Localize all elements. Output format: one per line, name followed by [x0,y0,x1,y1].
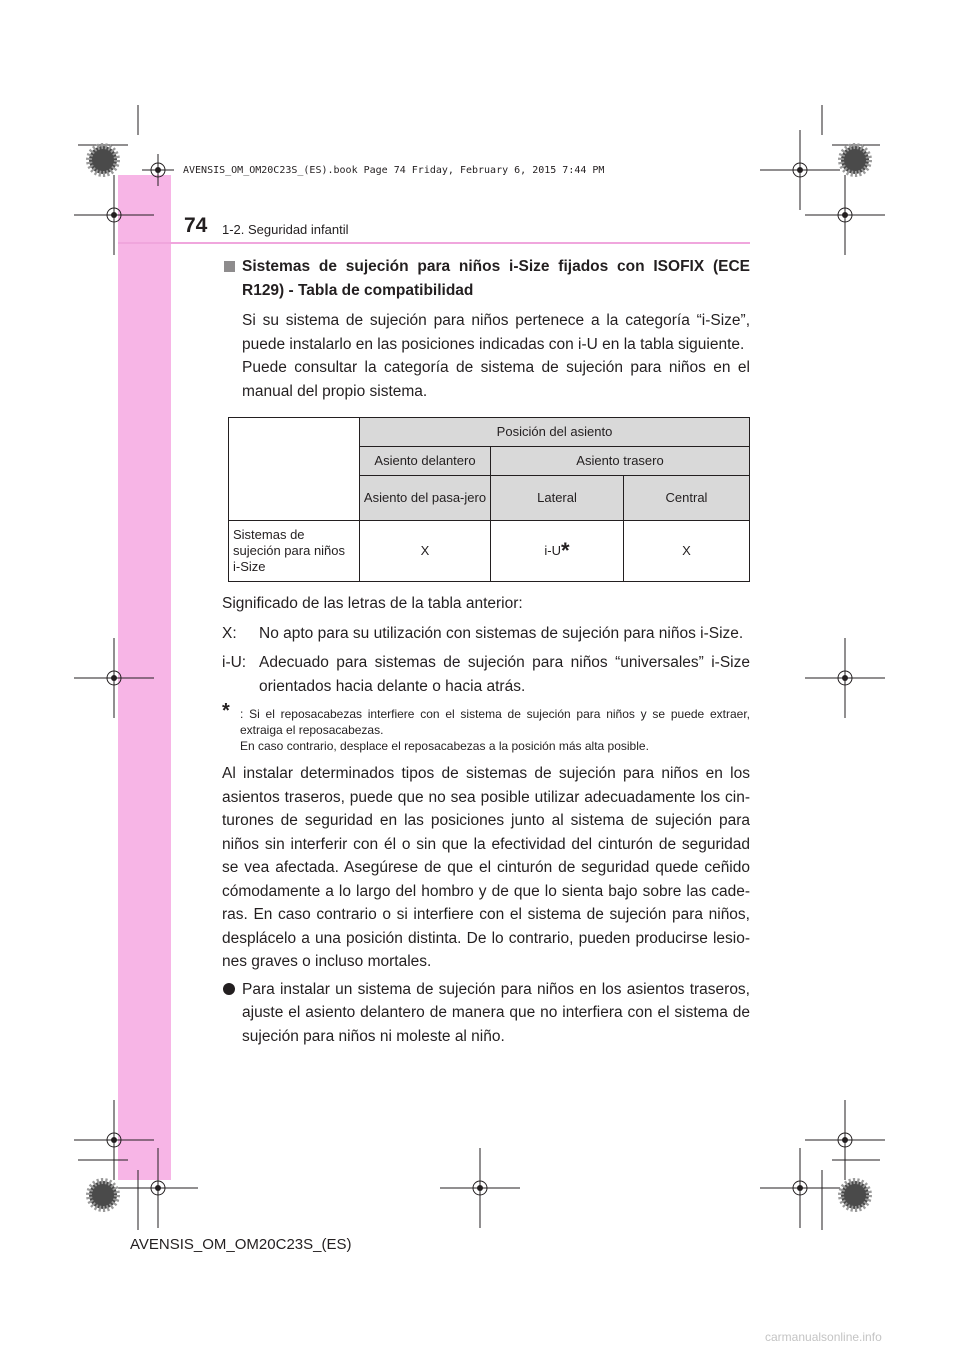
book-file-tag: AVENSIS_OM_OM20C23S_(ES).book Page 74 Friday, February 6, 2015 7:44 PM [183,165,605,176]
lateral-header: Lateral [491,476,624,521]
footnote [222,700,750,754]
table-corner-cell [229,418,360,521]
legend-text: No apto para su utilización con sistemas de sujeción para niños i-Size. [259,624,744,642]
watermark: carmanualsonline.info [765,1330,882,1344]
page-number: 74 [184,214,208,237]
cell-lateral: i-U* [491,521,624,582]
page-content [222,255,750,1048]
legend-key: X: [222,624,237,642]
legend-intro: Significado de las letras de la tabla anterior: [222,595,523,612]
footer-code: AVENSIS_OM_OM20C23S_(ES) [130,1236,352,1253]
legend-item [222,651,750,698]
subsection-heading: Sistemas de sujeción para niños i-Size fijados con ISOFIX (ECE R129) - Tabla de compatibilidad [222,255,750,302]
section-title: 1-2. Seguridad infantil [222,222,349,237]
legend-text: Adecuado para sistemas de sujeción para niños “universales” i-Size orientados hacia delante o hacia atrás. [259,654,750,695]
central-header: Central [624,476,750,521]
footnote-line: : Si el reposacabezas interfiere con el sistema de sujeción para niños y se puede extraer, extraiga el reposacabezas. [240,707,750,737]
square-bullet-icon [224,261,235,272]
compatibility-table [228,417,750,582]
rear-seat-header: Asiento trasero [491,447,750,476]
cell-passenger: X [360,521,491,582]
cell-central: X [624,521,750,582]
seat-position-header: Posición del asiento [360,418,750,447]
asterisk-mark: * [561,538,570,563]
footnote-marker: * [222,700,230,722]
body-paragraph: Al instalar determinados tipos de sistemas de sujeción para niños en los asientos traseros, puede que no sea posible utilizar adecuadamente los cin-turones de seguridad en las posiciones junto al sistema de sujeción para niños sin interferir con él o sin que la efectividad del cinturón de seguridad se vea afectada. Asegúrese de que el cinturón de seguridad quede ceñido cómodamente a lo largo del hombro y de que lo sienta bajo sobre las cade-ras. En caso contrario o si interfiere con el sistema de sujeción para niños, desplácelo a una posición distinta. De lo contrario, pueden producirse lesio-nes graves o incluso mortales. [222,765,750,970]
legend-key: i-U: [222,654,247,671]
bullet-item: Para instalar un sistema de sujeción para niños en los asientos traseros, ajuste el asiento delantero de manera que no interfiera con el sistema de sujeción para niños ni moleste al niño. [222,978,750,1049]
footnote-line: En caso contrario, desplace el reposacabezas a la posición más alta posible. [240,739,649,753]
intro-paragraph: Puede consultar la categoría de sistema de sujeción para niños en el manual del propio sistema. [242,359,750,400]
legend-item [222,622,750,646]
bullet-icon [223,983,235,995]
intro-paragraph: Si su sistema de sujeción para niños pertenece a la categoría “i-Size”, puede instalarlo en las posiciones indicadas con i-U en la tabla siguiente. [242,312,750,353]
passenger-seat-header: Asiento del pasa-jero [360,476,491,521]
front-seat-header: Asiento delantero [360,447,491,476]
row-label-isize: Sistemas de sujeción para niños i-Size [229,521,360,582]
